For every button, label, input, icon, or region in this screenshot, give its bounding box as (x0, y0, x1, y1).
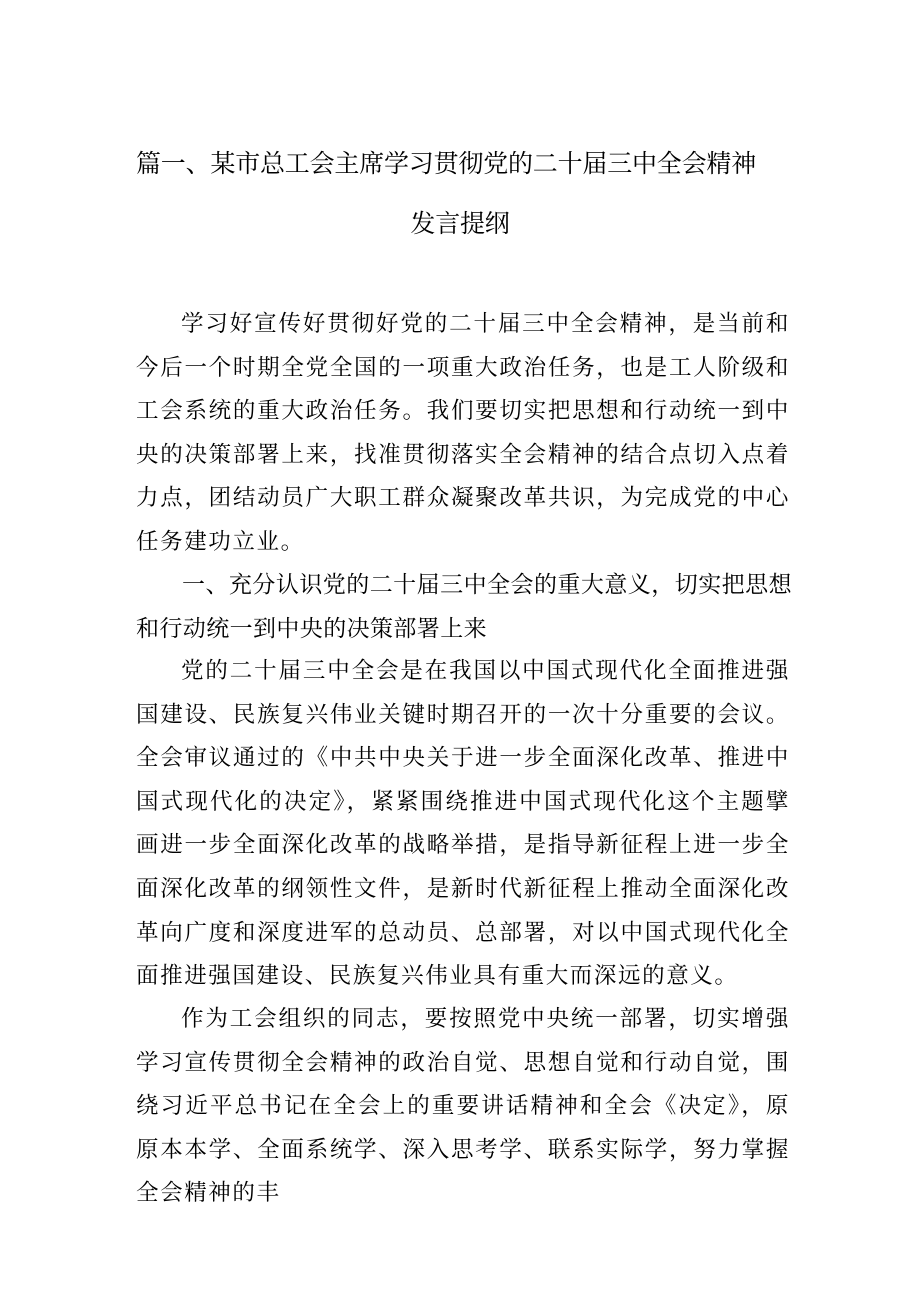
document-title-line1: 篇一、某市总工会主席学习贯彻党的二十届三中全会精神 (136, 149, 757, 178)
intro-paragraph: 学习好宣传好贯彻好党的二十届三中全会精神，是当前和今后一个时期全党全国的一项重大政治任务，也是工人阶级和工会系统的重大政治任务。我们要切实把思想和行动统一到中央的决策部署上来，找准贯彻落实全会精神的结合点切入点着力点，团结动员广大职工群众凝聚改革共识，为完成党的中心任务建功立业。 (136, 311, 790, 555)
document-title-line2: 发言提纲 (410, 209, 510, 238)
section-1-heading: 一、充分认识党的二十届三中全会的重大意义，切实把思想和行动统一到中央的决策部署上来 (136, 572, 792, 642)
section-1-paragraph-2: 作为工会组织的同志，要按照党中央统一部署，切实增强学习宣传贯彻全会精神的政治自觉、思想自觉和行动自觉，围绕习近平总书记在全会上的重要讲话精神和全会《决定》，原原本本学、全面系统学、深入思考学、联系实际学，努力掌握全会精神的丰 (136, 1006, 790, 1207)
section-1-paragraph-1: 党的二十届三中全会是在我国以中国式现代化全面推进强国建设、民族复兴伟业关键时期召开的一次十分重要的会议。全会审议通过的《中共中央关于进一步全面深化改革、推进中国式现代化的决定》，紧紧围绕推进中国式现代化这个主题擘画进一步全面深化改革的战略举措，是指导新征程上进一步全面深化改革的纲领性文件，是新时代新征程上推动全面深化改革向广度和深度进军的总动员、总部署，对以中国式现代化全面推进强国建设、民族复兴伟业具有重大而深远的意义。 (136, 658, 790, 990)
